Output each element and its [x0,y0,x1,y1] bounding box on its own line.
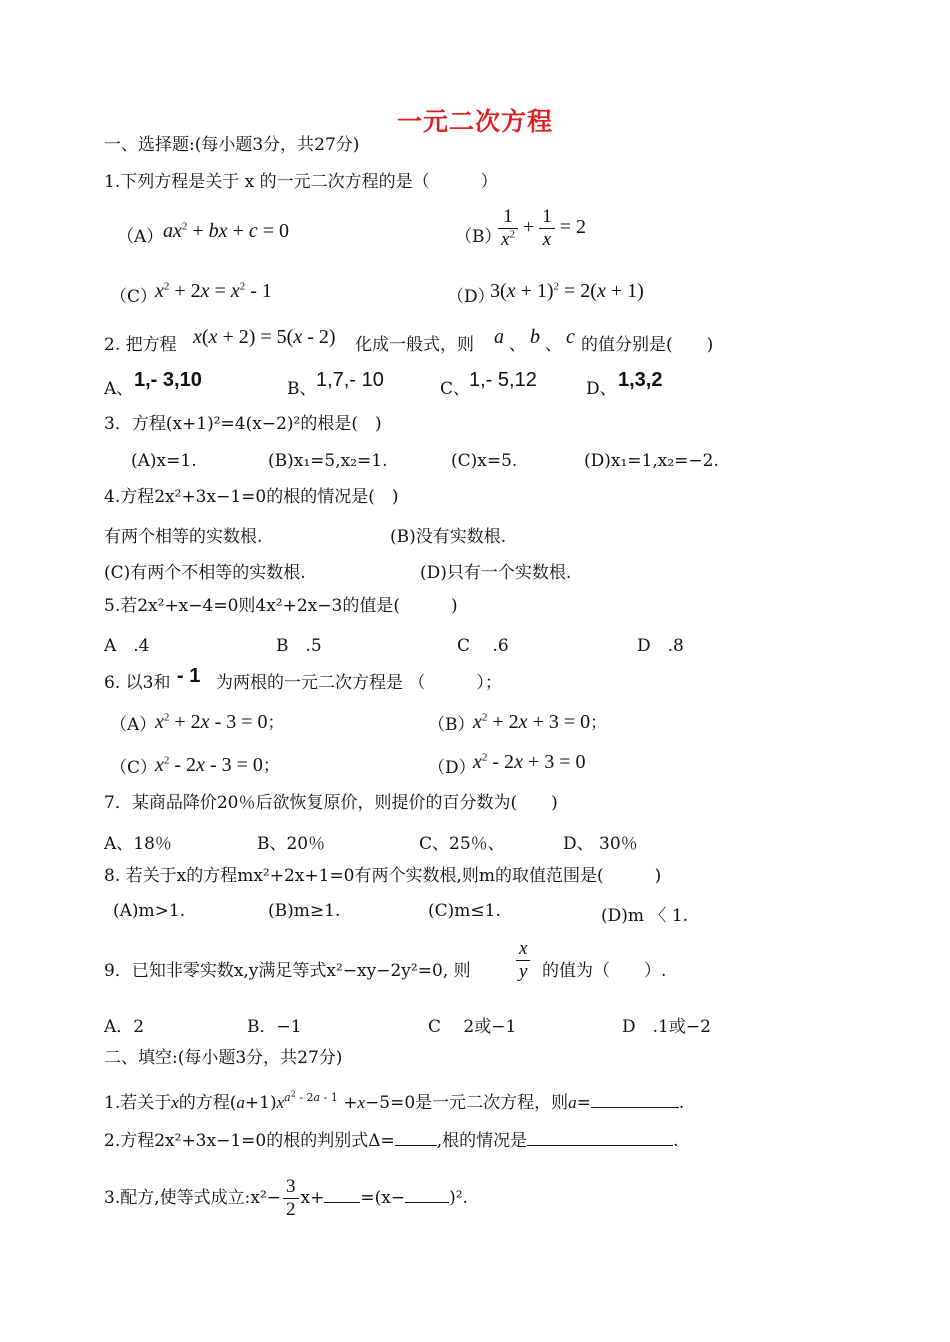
option-label: （D） [428,758,476,778]
question-9-option-c: C 2或−1 [428,1017,517,1037]
option-label: （C） [110,758,158,778]
option-label: （A） [117,227,164,247]
option-label: B、 [287,379,317,399]
question-9-stem [0,938,950,982]
answer-blank[interactable] [324,1186,360,1203]
question-9-prefix: 9．已知非零实数x,y满足等式x²−xy−2y²=0, 则 [104,961,471,981]
question-8-option-a: (A)m>1. [113,901,186,921]
equation-q1-d: $3(x + 1)^2 = 2(x + 1)$ [490,280,644,302]
question-9-suffix: 的值为（ ）. [542,961,667,981]
question-4-option-d: (D)只有一个实数根. [420,563,572,583]
fill-2-text: 2.方程2x²+3x−1=0的根的判别式Δ= ,根的情况是 . [104,1131,679,1151]
option-label: D、 [586,379,617,399]
question-7-option-d: D、 30％ [563,834,638,854]
equation-q1-b: $\frac{1}{x^2}$ + $\frac{1}{x}$ = 2 [498,206,586,251]
equation-q6-a: $x^2 + 2x - 3 = 0$； [155,711,285,733]
fill-question-3 [0,1164,950,1220]
question-5-option-c: C .6 [457,636,509,656]
question-2-suffix: 化成一般式，则 [355,335,474,355]
question-1-options-cd [0,274,950,314]
option-value: 1,7,- 10 [316,369,384,391]
question-3-stem: 3．方程(x+1)²=4(x−2)²的根是( ) [104,414,382,434]
option-label: C、 [440,379,471,399]
option-value: 1,- 3,10 [134,369,202,391]
fill-question-2 [0,1122,950,1162]
equation-q1-c: $x^2 + 2x = x^2 - 1$ [155,280,272,302]
equation-q2: x(x + 2) = 5(x - 2) [193,326,336,348]
question-2-options [0,364,950,404]
answer-blank[interactable] [527,1129,673,1146]
question-2-tail: 的值分别是( ) [581,335,714,355]
fill-question-1 [0,1084,950,1124]
question-6-prefix: 6. 以3和 [104,673,171,693]
question-3-option-d: (D)x₁=1,x₂=−2. [584,451,719,471]
option-label: （C） [110,287,158,307]
question-3-option-a: (A)x=1. [131,451,197,471]
question-8-option-b: (B)m≥1. [268,901,341,921]
fill-3-text: 3.配方,使等式成立:x²− $\frac{3}{2}$ x+ =(x− )². [104,1176,468,1220]
question-2-prefix: 2. 把方程 [104,335,177,355]
question-6-options-cd [0,745,950,785]
question-7-option-a: A、18％ [104,834,172,854]
var-b: b [530,326,540,348]
question-2 [0,322,950,362]
fill-1-text: 1.若关于x的方程$(a+1)x^{a^2 - 2a - 1} +x-5=0$是一元二次方程，则a= . [104,1089,685,1113]
question-1-stem: 1.下列方程是关于 x 的一元二次方程的是（ ） [104,172,498,192]
section-heading-fill: 二、填空:(每小题3分，共27分) [104,1048,343,1068]
question-8-stem: 8. 若关于x的方程mx²+2x+1=0有两个实数根,则m的取值范围是( ) [104,866,662,886]
question-9-option-d: D .1或−2 [622,1017,711,1037]
answer-blank[interactable] [395,1129,437,1146]
var-a: a [494,326,504,348]
question-8-option-d: (D)m 〈 1. [601,906,689,926]
fraction-x-over-y: $\frac{x}{y}$ [516,938,530,983]
question-6-root: - 1 [177,665,201,687]
section-heading-choice: 一、选择题:(每小题3分，共27分) [104,135,360,155]
page-title: 一元二次方程 [396,107,553,136]
question-4-option-a: 有两个相等的实数根. [104,527,263,547]
equation-q6-c: $x^2 - 2x - 3 = 0$； [155,754,280,776]
question-6-suffix: 为两根的一元二次方程是 （ ）； [216,673,502,693]
separator: 、 [509,335,526,355]
option-label: （A） [110,715,157,735]
equation-q1-a: $ax^2$ + bx + c = 0 [163,220,290,242]
question-3-option-b: (B)x₁=5,x₂=1. [268,451,388,471]
question-1-options-ab [0,206,950,256]
question-3-option-c: (C)x=5. [451,451,518,471]
question-4-option-b: (B)没有实数根. [390,527,507,547]
option-label: （B） [428,715,475,735]
question-5-option-a: A .4 [104,636,150,656]
var-c: c [566,326,575,348]
answer-blank[interactable] [405,1186,449,1203]
separator: 、 [545,335,562,355]
option-label: （D） [447,287,495,307]
option-value: 1,- 5,12 [469,369,537,391]
question-6-options-ab [0,702,950,742]
question-6-stem [0,664,950,704]
question-8-option-c: (C)m≤1. [428,901,501,921]
question-5-option-d: D .8 [637,636,684,656]
question-4-option-c: (C)有两个不相等的实数根. [104,563,306,583]
question-5-option-b: B .5 [276,636,322,656]
question-7-option-b: B、20％ [257,834,326,854]
equation-q6-d: $x^2 - 2x + 3 = 0$ [473,751,586,773]
question-7-stem: 7．某商品降价20％后欲恢复原价，则提价的百分数为( ) [104,793,558,813]
option-label: （B） [455,227,502,247]
equation-q6-b: $x^2 + 2x + 3 = 0$； [473,711,608,733]
question-9-option-a: A．2 [104,1017,145,1037]
question-9-option-b: B．−1 [247,1017,302,1037]
answer-blank[interactable] [591,1091,679,1108]
question-4-stem: 4.方程2x²+3x−1=0的根的情况是( ) [104,487,399,507]
question-5-stem: 5.若2x²+x−4=0则4x²+2x−3的值是( ) [104,596,458,616]
option-value: 1,3,2 [618,369,663,391]
option-label: A、 [104,379,134,399]
question-7-option-c: C、25％、 [419,834,505,854]
